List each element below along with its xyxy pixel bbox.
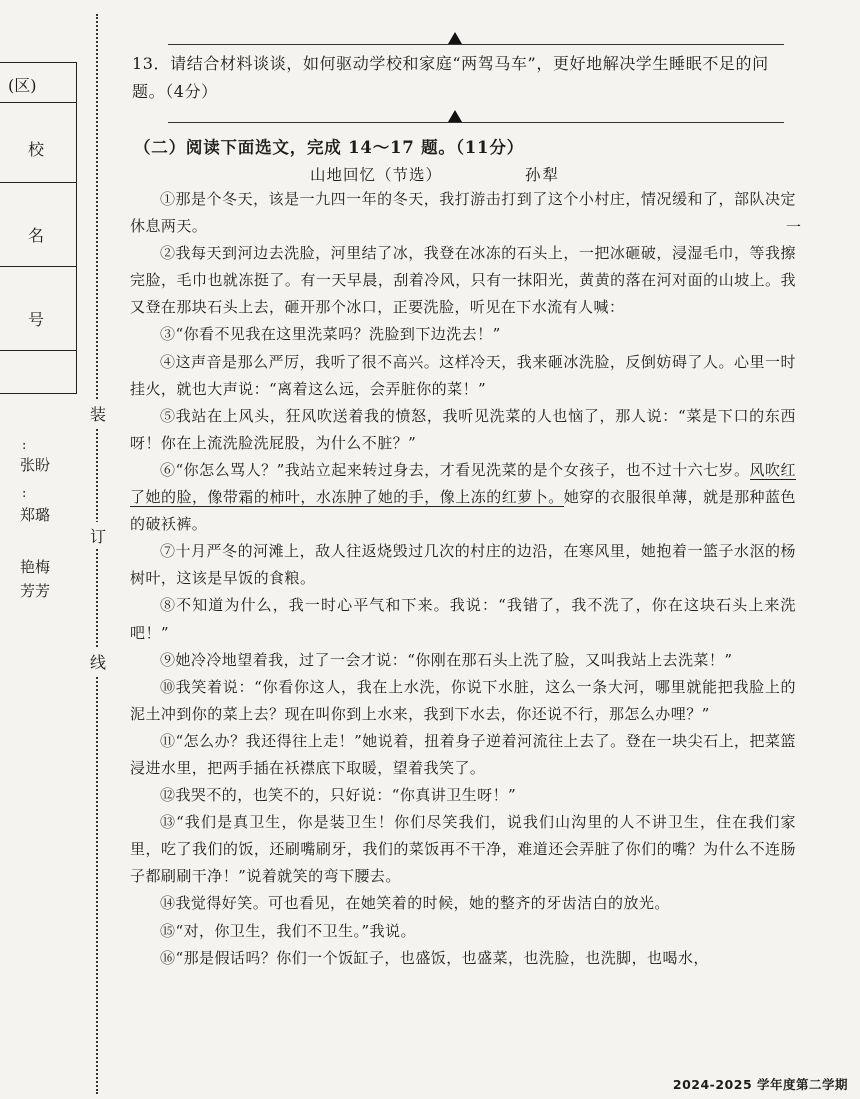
underlined-sentence: 风吹红了她的脸，像带霜的柿叶，水冻肿了她的手，像上冻的红萝卜。 [130,460,796,507]
bind-char-xian: 线 [88,648,108,675]
colon-mark: : [22,438,27,453]
teacher-name-2: 郑璐 [20,506,51,524]
paragraph-5: ⑤我站在上风头，狂风吹送着我的愤怒，我听见洗菜的人也恼了，那人说：“菜是下口的东西呀！你在上流洗脸洗屁股，为什么不脏？” [130,406,796,452]
paragraph-8: ⑧不知道为什么，我一时心平气和下来。我说：“我错了，我不洗了，你在这块石头上来洗吧！” [130,596,796,642]
article-author: 孙犁 [525,166,561,184]
paragraph-11: ⑪“怎么办？我还得往上走！”她说着，扭着身子逆着河流往上去了。登在一块尖石上，把菜篮浸进水里，把两手插在袄襟底下取暖，望着我笑了。 [130,731,796,777]
colon-mark: : [22,486,27,501]
paragraph-6-end: 她穿的衣服很单薄，就是那种蓝色的破袄裤。 [130,488,796,534]
margin-mark: 一 [786,218,802,236]
paragraph-6-start: ⑥“你怎么骂人？”我站立起来转过身去，才看见洗菜的是个女孩子，也不过十六七岁。 [160,460,750,479]
field-label-name: 名 [28,226,45,245]
info-cell-school [0,140,76,183]
article-title: 山地回忆（节选） [310,166,443,184]
answer-line [168,44,784,45]
field-label-school: 校 [28,140,45,159]
teacher-name-1: 张盼 [20,456,51,474]
paragraph-12: ⑫我哭不的，也笑不的，只好说：“你真讲卫生呀！” [160,786,517,805]
info-cell-district [0,63,76,103]
paragraph-13: ⑬“我们是真卫生，你是装卫生！你们尽笑我们，说我们山沟里的人不讲卫生，住在我们家里，吃了我们的饭，还刷嘴刷牙，我们的菜饭再不干净，难道还会弄脏了你们的嘴？为什么不连肠子都刷刷干净！”说着就笑的弯下腰去。 [130,813,796,886]
reading-passage [130,186,796,972]
triangle-marker-icon [448,110,462,122]
teacher-name-3: 艳梅 [20,558,51,576]
field-label-number: 号 [28,310,45,329]
paragraph-6 [130,457,796,538]
binding-dotted-line [96,14,98,1094]
student-info-box [0,62,77,394]
paragraph-3: ③“你看不见我在这里洗菜吗？洗脸到下边洗去！” [160,325,501,344]
page-footer: 2024-2025 学年度第二学期 [672,1077,848,1092]
triangle-marker-icon [448,32,462,44]
paragraph-14: ⑭我觉得好笑。可也看见，在她笑着的时候，她的整齐的牙齿洁白的放光。 [160,894,670,913]
paragraph-9: ⑨她冷冷地望着我，过了一会才说：“你刚在那石头上洗了脸，又叫我站上去洗菜！” [160,650,733,669]
teacher-name-4: 芳芳 [20,582,51,600]
question-13: 13．请结合材料谈谈，如何驱动学校和家庭“两驾马车”，更好地解决学生睡眠不足的问题。（4分） [132,54,769,101]
paragraph-2: ②我每天到河边去洗脸，河里结了冰，我登在冰冻的石头上，一把冰砸破，浸湿毛巾，等我擦完脸，毛巾也就冻挺了。有一天早晨，刮着冷风，只有一抹阳光，黄黄的落在河对面的山坡上。我又登在那块石头上去，砸开那个冰口，正要洗脸，听见在下水流有人喊： [130,244,796,317]
paragraph-7: ⑦十月严冬的河滩上，敌人往返烧毁过几次的村庄的边沿，在寒风里，她抱着一篮子水沤的杨树叶，这该是早饭的食粮。 [130,542,796,588]
answer-line [168,122,784,123]
paragraph-15: ⑮“对，你卫生，我们不卫生。”我说。 [160,921,416,940]
paragraph-1: ①那是个冬天，该是一九四一年的冬天，我打游击打到了这个小村庄，情况缓和了，部队决定休息两天。 [130,190,796,236]
paragraph-10: ⑩我笑着说：“你看你这人，我在上水洗，你说下水脏，这么一条大河，哪里就能把我脸上的泥土冲到你的菜上去？现在叫你到上水来，我到下水去，你还说不行，那怎么办哩？” [130,677,796,723]
paragraph-16: ⑯“那是假话吗？你们一个饭缸子，也盛饭，也盛菜，也洗脸，也洗脚，也喝水， [160,948,709,967]
bind-char-zhuang: 装 [88,400,108,427]
info-cell-number [0,311,76,351]
info-cell-name [0,227,76,267]
field-label-district: (区) [8,76,37,95]
bind-char-ding: 订 [88,522,108,549]
section-title: （二）阅读下面选文，完成 14～17 题。（11分） [134,138,524,157]
paragraph-4: ④这声音是那么严厉，我听了很不高兴。这样冷天，我来砸冰洗脸，反倒妨碍了人。心里一时挂火，就也大声说：“离着这么远，会弄脏你的菜！” [130,352,796,398]
